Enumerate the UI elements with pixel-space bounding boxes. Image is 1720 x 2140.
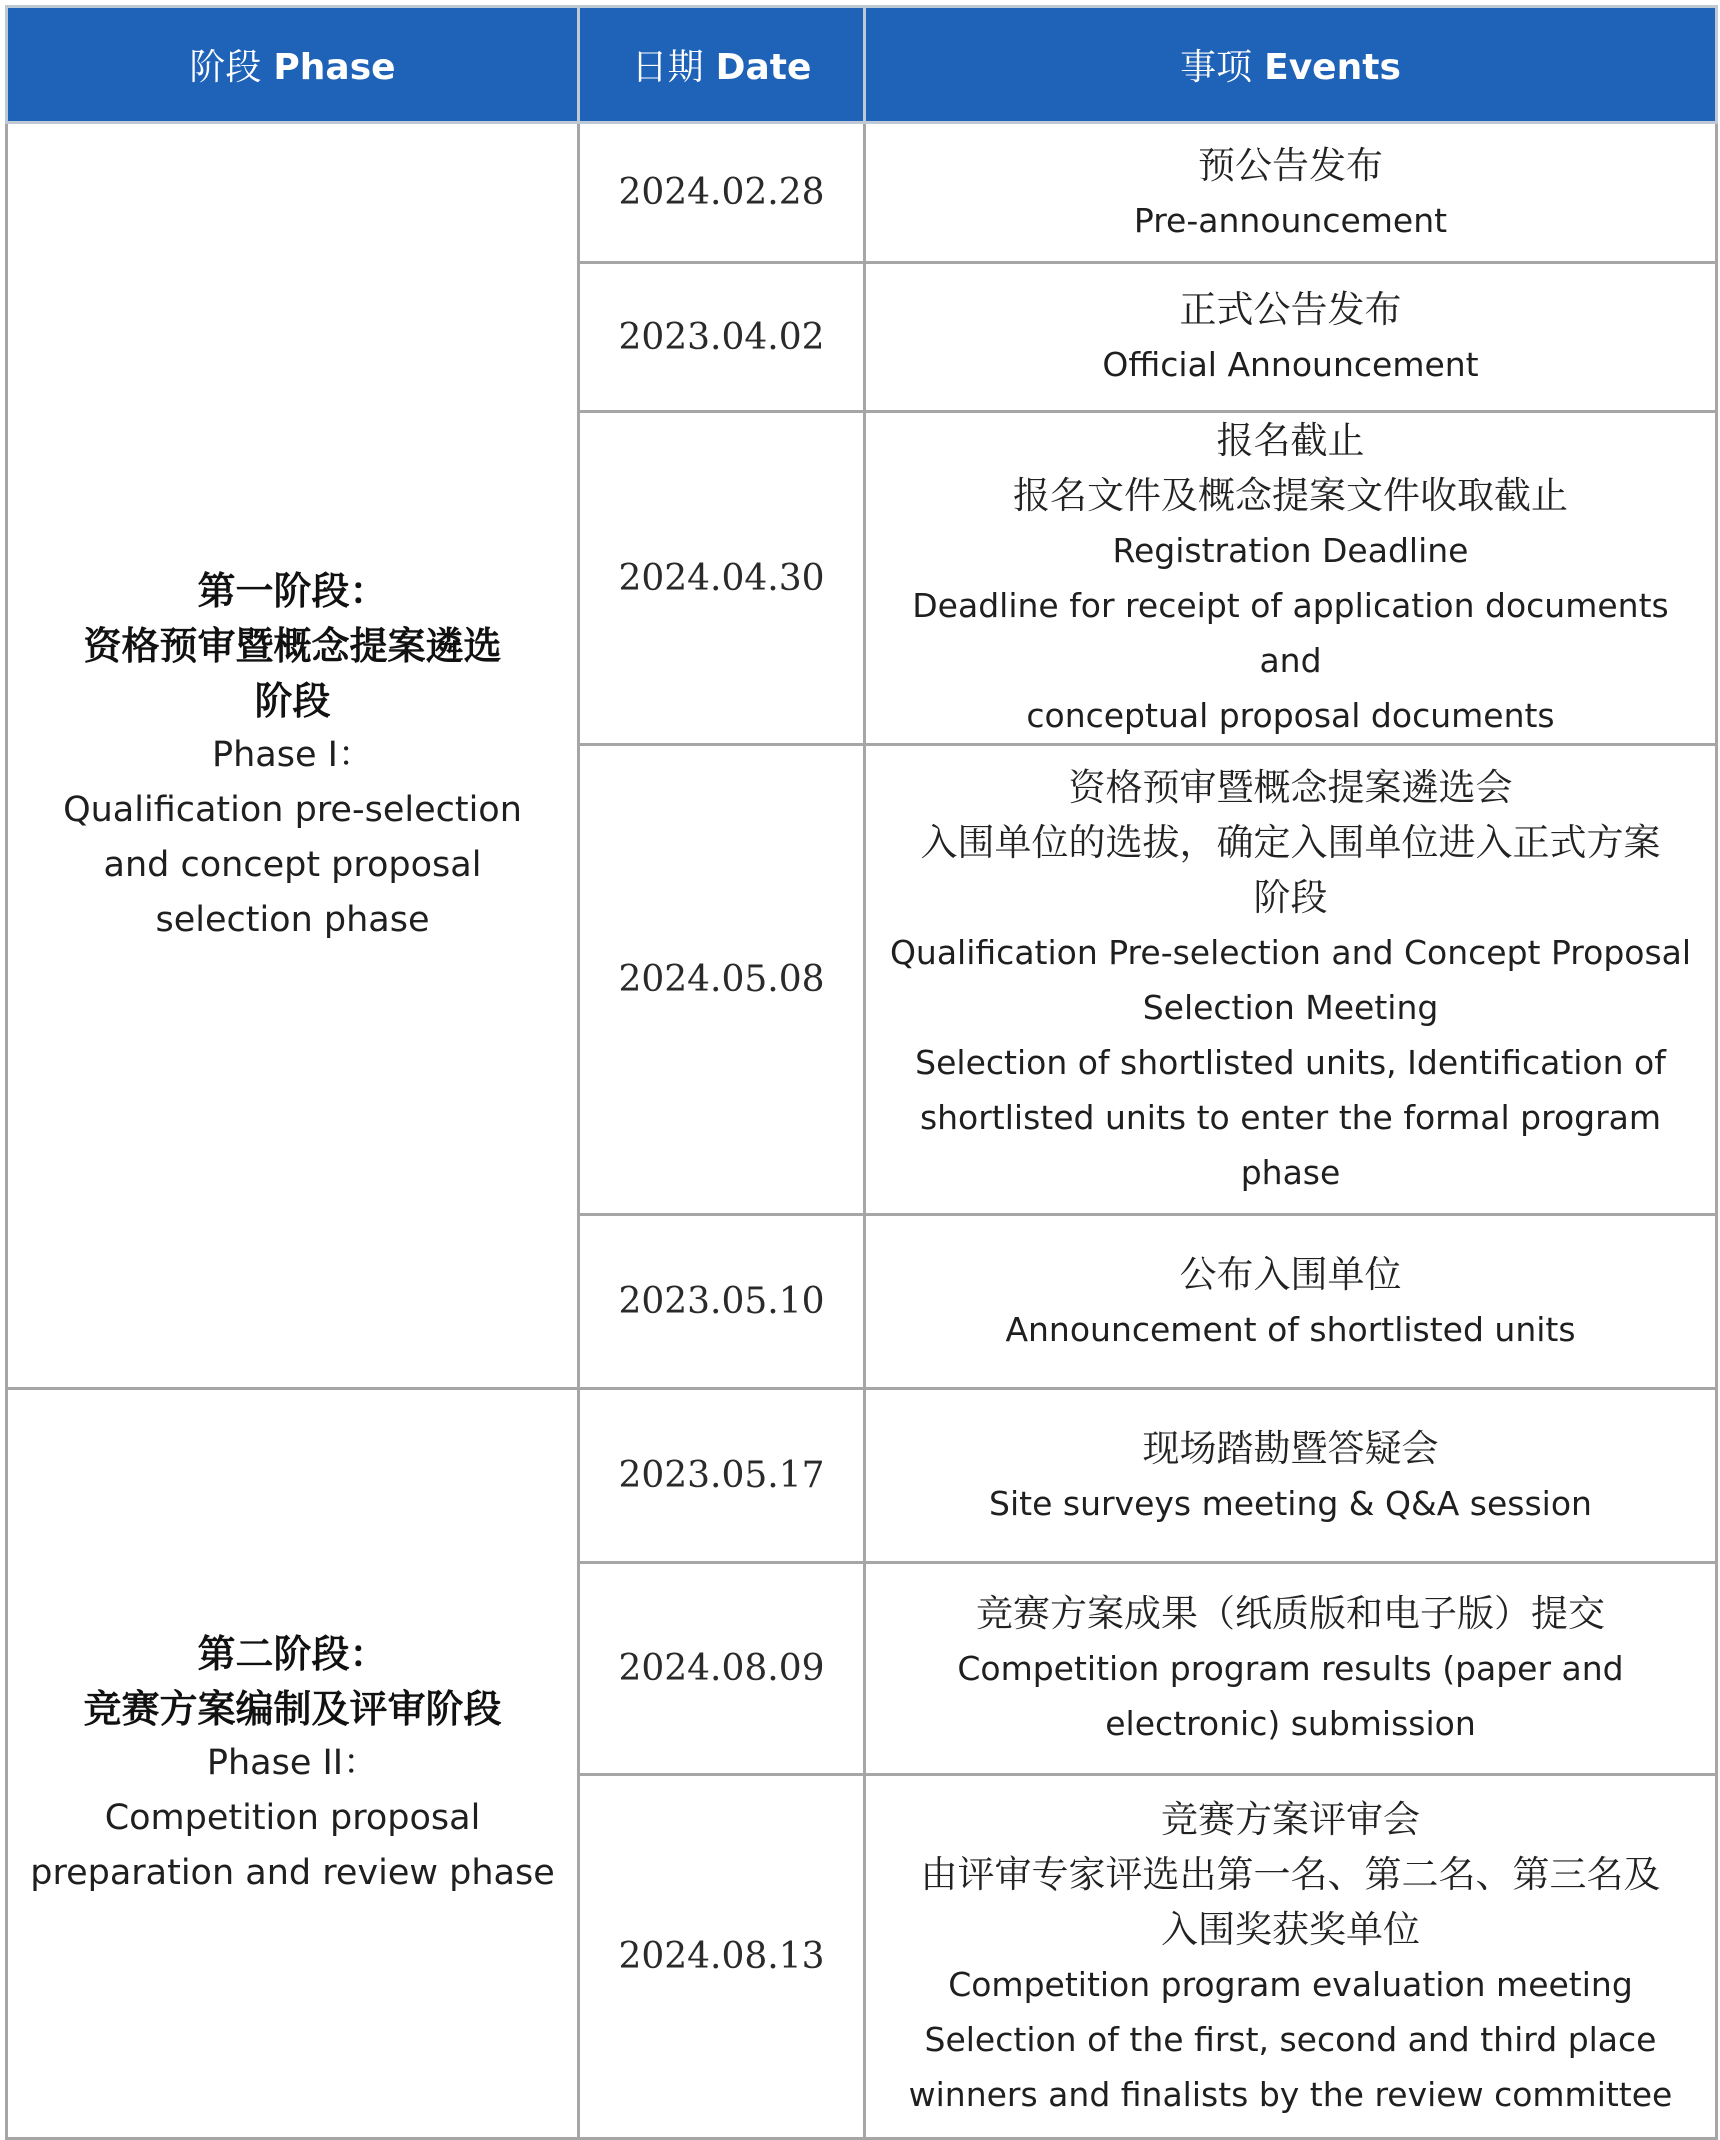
date-cell: 2023.04.02 (579, 263, 865, 412)
header-events: 事项 Events (865, 7, 1717, 123)
event-cell: 资格预审暨概念提案遴选会 入围单位的选拔，确定入围单位进入正式方案 阶段 Qualification Pre-selection and Concept Proposal Selection Meeting Selection of shortlisted units, Identification of shortlisted units to enter the formal program phase (865, 745, 1717, 1215)
date-cell: 2024.05.08 (579, 745, 865, 1215)
phase-one-cell (7, 123, 579, 1389)
phase-two-title-en: Phase II： Competition proposal preparation and review phase (30, 1743, 555, 1893)
event-cell: 竞赛方案成果（纸质版和电子版）提交 Competition program results (paper and electronic) submission (865, 1563, 1717, 1775)
date-cell: 2024.08.09 (579, 1563, 865, 1775)
event-cell: 正式公告发布 Official Announcement (865, 263, 1717, 412)
table-row (7, 1389, 1717, 1563)
event-cell: 报名截止 报名文件及概念提案文件收取截止 Registration Deadline Deadline for receipt of application documents and conceptual proposal documents (865, 412, 1717, 745)
event-cell: 预公告发布 Pre-announcement (865, 123, 1717, 263)
date-cell: 2023.05.17 (579, 1389, 865, 1563)
header-phase: 阶段 Phase (7, 7, 579, 123)
header-row (7, 7, 1717, 123)
header-date: 日期 Date (579, 7, 865, 123)
table-row (7, 123, 1717, 263)
date-cell: 2024.08.13 (579, 1775, 865, 2139)
phase-one-title-en: Phase I： Qualification pre-selection and concept proposal selection phase (63, 735, 522, 940)
event-cell: 竞赛方案评审会 由评审专家评选出第一名、第二名、第三名及 入围奖获奖单位 Competition program evaluation meeting Selection of the first, second and third place winners and finalists by the review committee (865, 1775, 1717, 2139)
phase-two-cell (7, 1389, 579, 2139)
phase-two-title-zh: 第二阶段： 竞赛方案编制及评审阶段 (83, 1631, 502, 1731)
event-cell: 现场踏勘暨答疑会 Site surveys meeting & Q&A session (865, 1389, 1717, 1563)
date-cell: 2024.04.30 (579, 412, 865, 745)
phase-one-title-zh: 第一阶段： 资格预审暨概念提案遴选 阶段 (83, 568, 502, 723)
event-cell: 公布入围单位 Announcement of shortlisted units (865, 1215, 1717, 1389)
date-cell: 2023.05.10 (579, 1215, 865, 1389)
schedule-table (5, 5, 1718, 2140)
date-cell: 2024.02.28 (579, 123, 865, 263)
